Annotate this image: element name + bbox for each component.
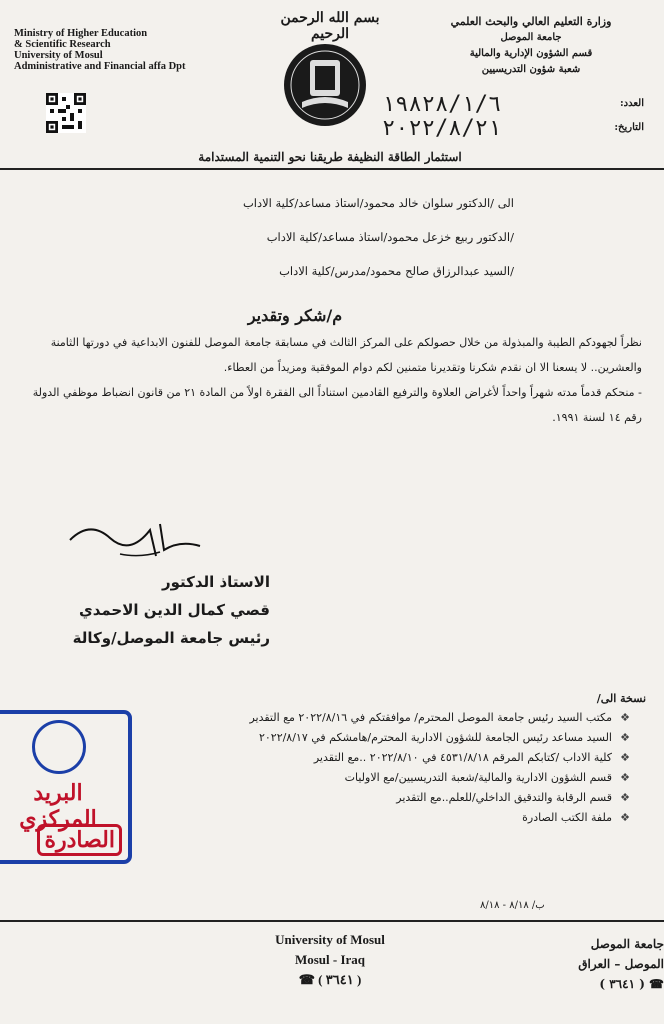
body-paragraph: نظراً لجهودكم الطيبة والمبذولة من خلال حصولكم على المركز الثالث في مسابقة جامعة الموصل للفنون الابداعية في دورتها الثامنة والعشرين.. لا يسعنا الا ان نقدم شكرنا وتقديرنا متمنين لكم دوام الموفقية ومزيداً من العطاء. — [50, 336, 642, 374]
signer-position: رئيس جامعة الموصل/وكالة — [72, 629, 270, 647]
signature-scribble — [60, 510, 210, 560]
stamp-line-1: البريد المركزي — [19, 780, 97, 832]
phone-icon: ☎ — [644, 977, 664, 991]
copy-item: ❖قسم الشؤون الادارية والمالية/شعبة التدريسيين/مع الاوليات — [70, 768, 630, 788]
date-value: ٢٠٢٢/٨/٢١ — [382, 116, 502, 141]
copies-title: نسخة الى/ — [596, 692, 646, 705]
bullet-icon: ❖ — [620, 811, 630, 824]
signer-title: الاستاذ الدكتور — [161, 573, 270, 591]
footer-phone-ar: ☎ ( ٣٦٤١ ) — [599, 977, 664, 991]
phone-icon: ☎ — [298, 972, 319, 987]
section-ar: شعبة شؤون التدريسيين — [481, 64, 581, 75]
recipient-line: /الدكتور ربيع خزعل محمود/استاذ مساعد/كلية الاداب — [266, 230, 514, 244]
footer-divider — [0, 920, 664, 922]
ministry-en: Ministry of Higher Education — [14, 28, 148, 39]
footer-phone-en: ☎ ( ٣٦٤١ ) — [298, 972, 362, 987]
copy-item: ❖قسم الرقابة والتدقيق الداخلي/للعلم..مع التقدير — [70, 788, 630, 808]
bullet-icon: ❖ — [620, 711, 630, 724]
footnote: ب/ ٨/١٨ - ٨/١٨ — [480, 900, 545, 911]
bullet-icon: ❖ — [620, 791, 630, 804]
header-arabic — [416, 14, 646, 78]
copy-item: ❖مكتب السيد رئيس جامعة الموصل المحترم/ موافقتكم في ٢٠٢٢/٨/١٦ مع التقدير — [70, 708, 630, 728]
bismillah: بسم الله الرحمن الرحيم — [280, 10, 380, 42]
copies-list — [70, 708, 630, 828]
recipient-line: الى /الدكتور سلوان خالد محمود/استاذ مساعد/كلية الاداب — [242, 196, 514, 210]
body-paragraph: - منحكم قدماً مدته شهراً واحداً لأغراض العلاوة والترفيع القادمين استناداً الى الفقرة اولاً من المادة ٢١ من قانون انضباط موظفي الدولة رقم ١٤ لسنة ١٩٩١. — [32, 386, 642, 424]
bullet-icon: ❖ — [620, 731, 630, 744]
slogan: استثمار الطاقة النظيفة طريقنا نحو التنمية المستدامة — [198, 150, 462, 164]
date-label: التاريخ: — [614, 122, 644, 133]
footer-arabic — [554, 934, 664, 994]
recipient-line: /السيد عبدالرزاق صالح محمود/مدرس/كلية الاداب — [279, 264, 514, 278]
footer-university-en: University of Mosul — [275, 932, 385, 947]
seal-icon — [32, 720, 86, 774]
subject: م/شكر وتقدير — [247, 306, 343, 325]
bullet-icon: ❖ — [620, 751, 630, 764]
header-english — [14, 28, 264, 72]
number-value: ١٩٨٢٨/١/٦ — [382, 92, 502, 117]
copy-item: ❖السيد مساعد رئيس الجامعة للشؤون الادارية المحترم/هامشكم في ٢٠٢٢/٨/١٧ — [70, 728, 630, 748]
header-divider — [0, 168, 664, 170]
reference-block — [382, 92, 644, 144]
ministry-ar: وزارة التعليم العالي والبحث العلمي — [450, 15, 612, 28]
ministry-en-2: & Scientific Research — [14, 39, 111, 50]
letter-body — [30, 330, 642, 430]
university-ar: جامعة الموصل — [500, 32, 562, 43]
footer-university-ar: جامعة الموصل — [590, 937, 664, 951]
university-en: University of Mosul — [14, 50, 103, 61]
stamp-line-2: الصادرة — [37, 824, 122, 856]
department-ar: قسم الشؤون الإدارية والمالية — [469, 48, 593, 59]
signer-name: قصي كمال الدين الاحمدي — [78, 601, 270, 619]
bullet-icon: ❖ — [620, 771, 630, 784]
recipients — [114, 196, 514, 298]
qr-code-icon — [46, 93, 86, 133]
university-logo-icon — [282, 42, 368, 128]
footer-english — [230, 930, 430, 990]
central-mail-stamp — [0, 710, 132, 864]
department-en: Administrative and Financial affa Dpt — [14, 61, 186, 72]
footer-city-ar: الموصل – العراق — [578, 957, 664, 971]
copy-item: ❖ملفة الكتب الصادرة — [70, 808, 630, 828]
footer-city-en: Mosul - Iraq — [294, 952, 366, 967]
number-label: العدد: — [619, 98, 644, 109]
copy-item: ❖كلية الاداب /كتابكم المرقم ٤٥٣١/٨/١٨ في ٢٠٢٢/٨/١٠ ..مع التقدير — [70, 748, 630, 768]
signature-block — [40, 568, 270, 652]
